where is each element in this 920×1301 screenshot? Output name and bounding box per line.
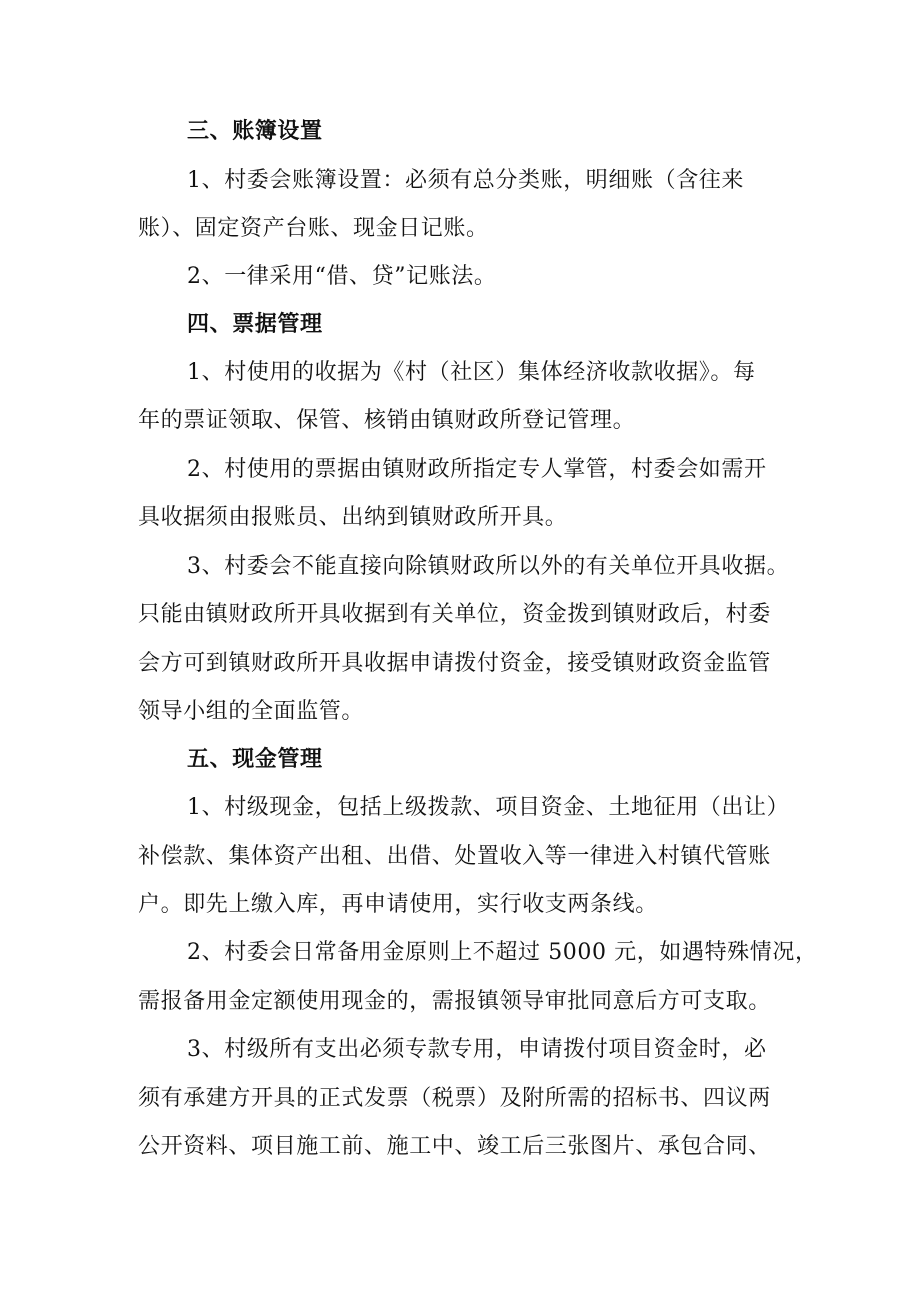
section-5-item-3-line-1: 3、村级所有支出必须专款专用，申请拨付项目资金时，必 bbox=[187, 1037, 767, 1062]
section-5-item-1-line-1: 1、村级现金，包括上级拨款、项目资金、土地征用（出让） bbox=[187, 795, 790, 820]
section-3-item-2-line-1: 2、一律采用“借、贷”记账法。 bbox=[187, 264, 497, 289]
section-4-item-3-line-2: 只能由镇财政所开具收据到有关单位，资金拨到镇财政后，村委 bbox=[138, 602, 771, 627]
section-4-item-1-line-1: 1、村使用的收据为《村（社区）集体经济收款收据》。每 bbox=[187, 360, 756, 385]
section-4-item-3-line-3: 会方可到镇财政所开具收据申请拨付资金，接受镇财政资金监管 bbox=[138, 651, 771, 676]
section-5-item-1-line-3: 户。即先上缴入库，再申请使用，实行收支两条线。 bbox=[138, 892, 658, 917]
section-3-item-1-line-1: 1、村委会账簿设置：必须有总分类账，明细账（含往来 bbox=[187, 168, 744, 193]
section-4-heading: 四、票据管理 bbox=[187, 312, 323, 337]
section-5-item-2-line-1: 2、村委会日常备用金原则上不超过 5000 元，如遇特殊情况， bbox=[187, 940, 818, 965]
section-5-heading: 五、现金管理 bbox=[187, 747, 323, 772]
section-5-item-3-line-3: 公开资料、项目施工前、施工中、竣工后三张图片、承包合同、 bbox=[138, 1134, 771, 1159]
section-5-item-1-line-2: 补偿款、集体资产出租、出借、处置收入等一律进入村镇代管账 bbox=[138, 844, 771, 869]
section-3-heading: 三、账簿设置 bbox=[187, 119, 323, 144]
section-4-item-2-line-1: 2、村使用的票据由镇财政所指定专人掌管，村委会如需开 bbox=[187, 457, 767, 482]
section-4-item-3-line-4: 领导小组的全面监管。 bbox=[138, 699, 365, 724]
section-5-item-3-line-2: 须有承建方开具的正式发票（税票）及附所需的招标书、四议两 bbox=[138, 1086, 771, 1111]
section-4-item-1-line-2: 年的票证领取、保管、核销由镇财政所登记管理。 bbox=[138, 408, 636, 433]
section-4-item-2-line-2: 具收据须由报账员、出纳到镇财政所开具。 bbox=[138, 505, 568, 530]
section-5-item-2-line-2: 需报备用金定额使用现金的，需报镇领导审批同意后方可支取。 bbox=[138, 989, 771, 1014]
section-4-item-3-line-1: 3、村委会不能直接向除镇财政所以外的有关单位开具收据。 bbox=[187, 554, 790, 579]
section-3-item-1-line-2: 账）、固定资产台账、现金日记账。 bbox=[138, 216, 489, 241]
